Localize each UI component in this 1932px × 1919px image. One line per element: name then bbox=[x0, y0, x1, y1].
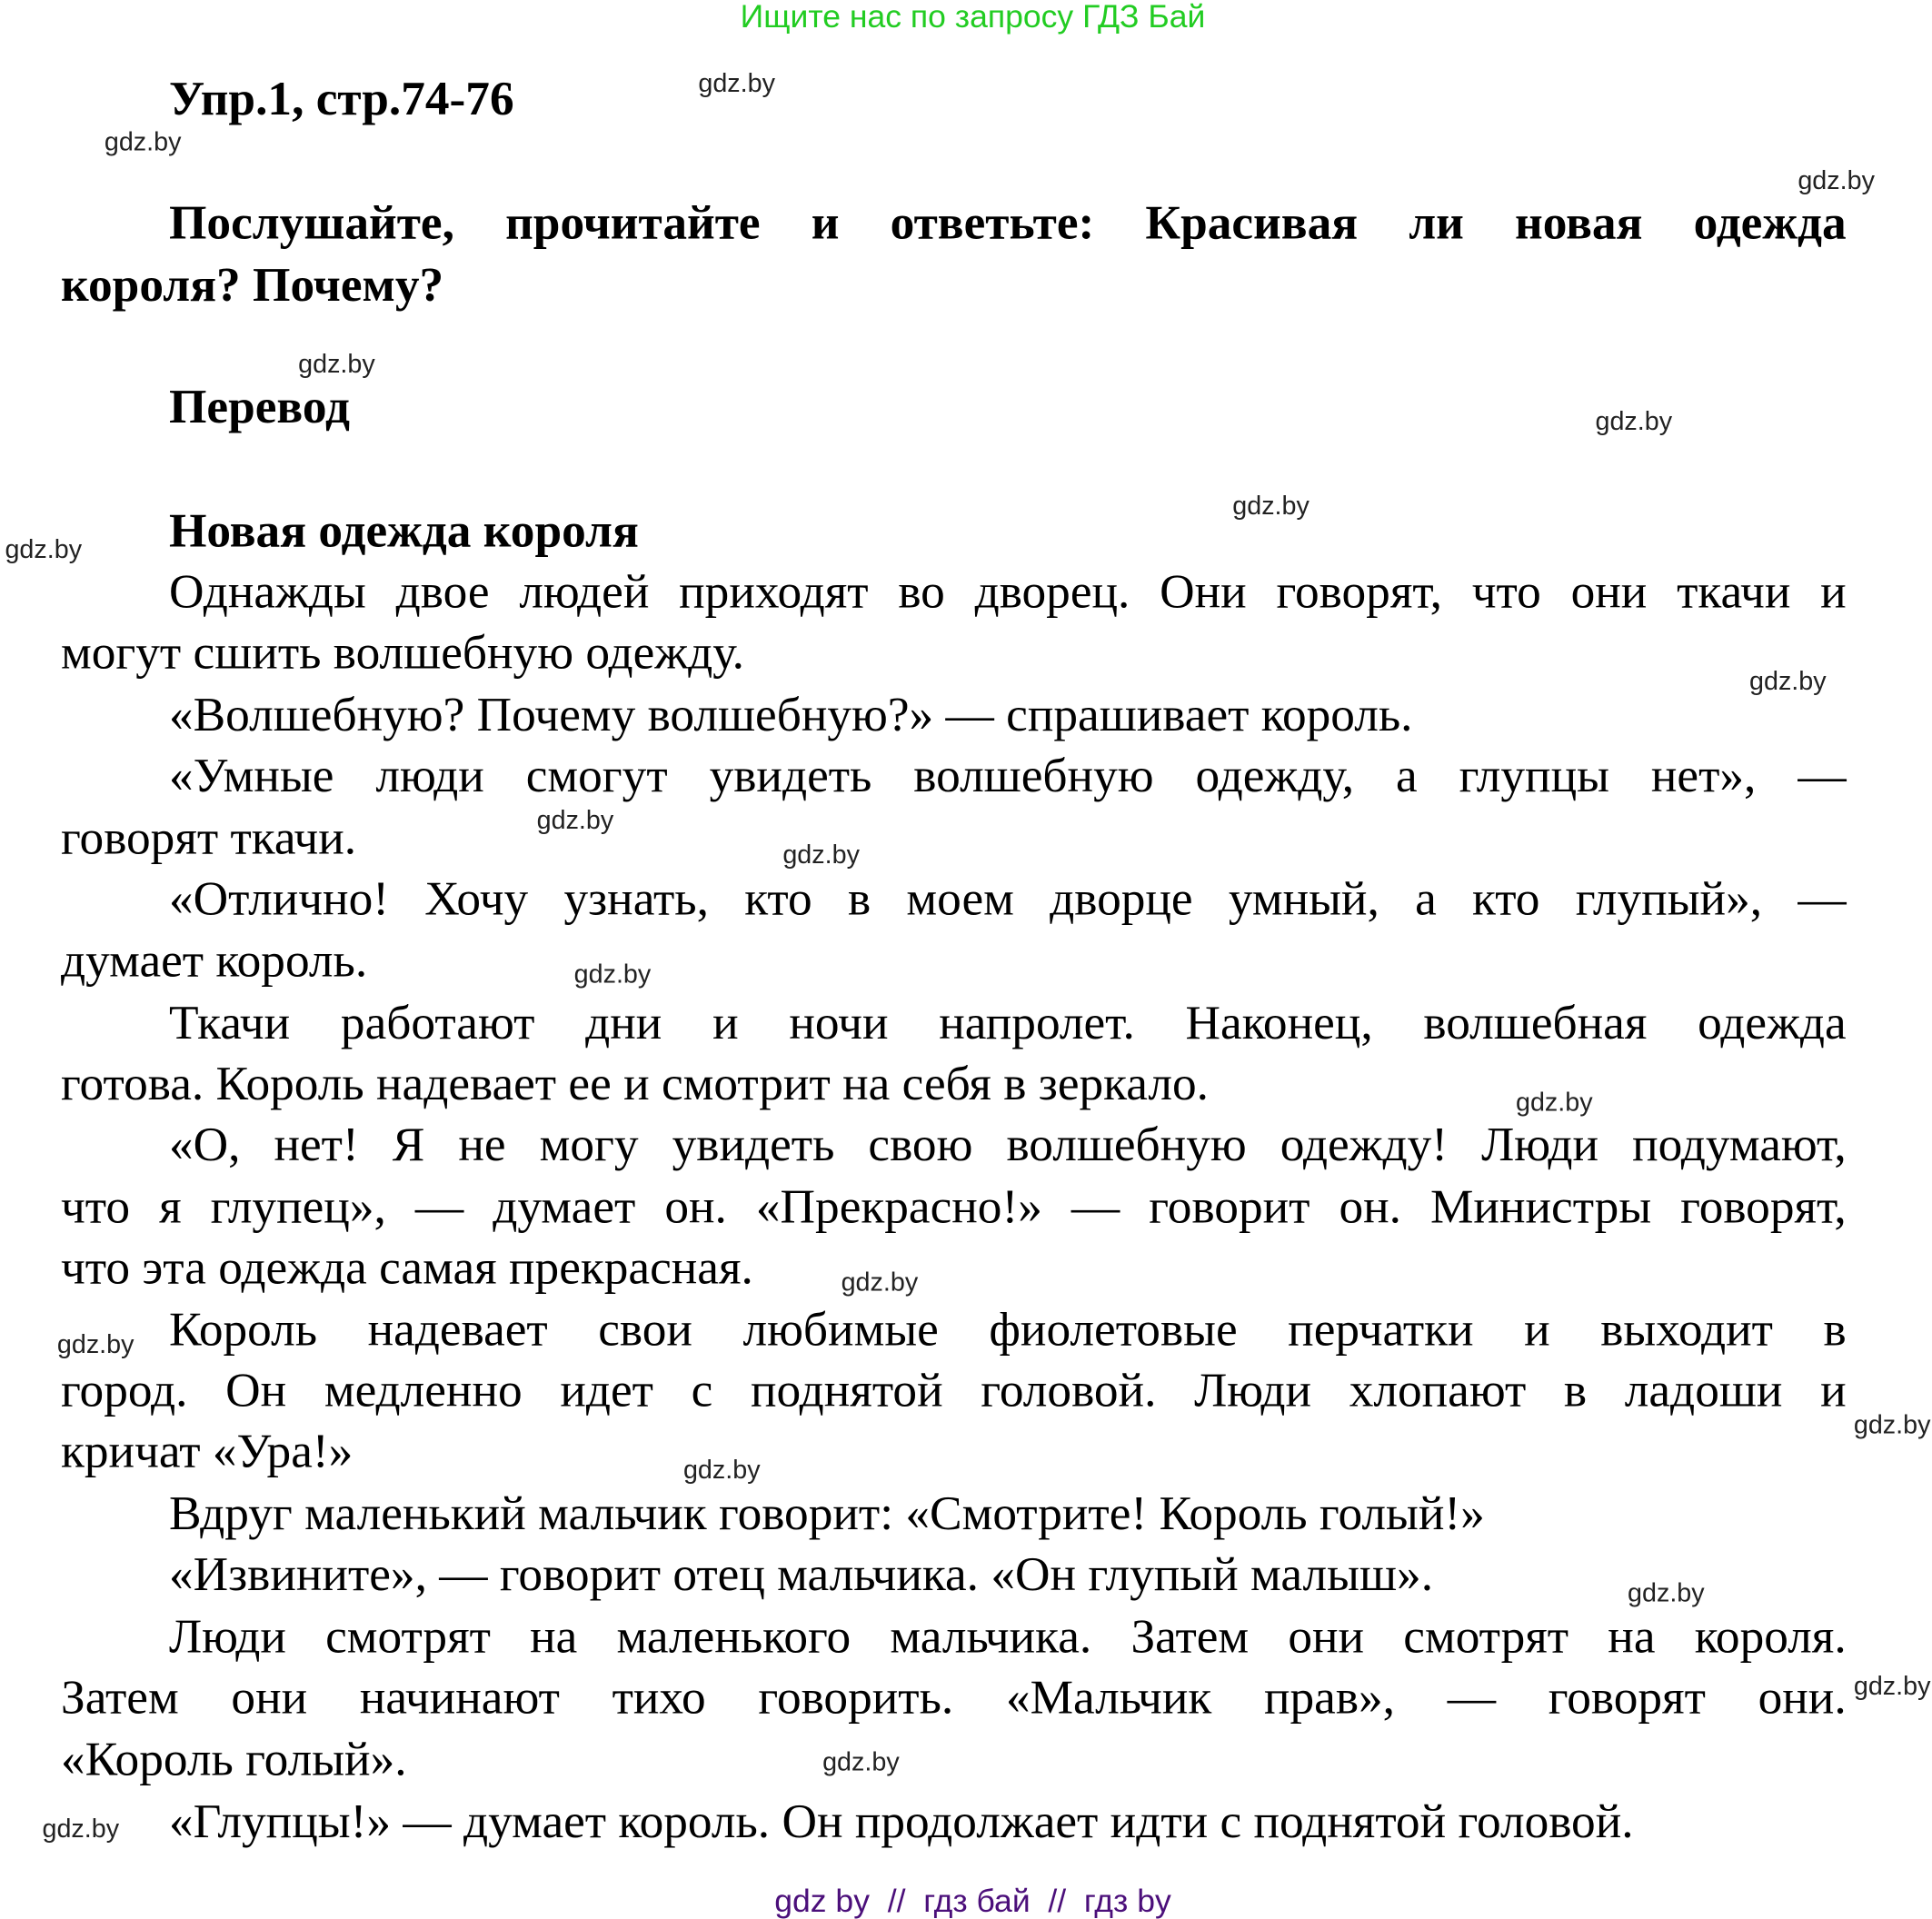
watermark: gdz.by bbox=[1515, 1088, 1593, 1118]
watermark: gdz.by bbox=[536, 806, 614, 835]
watermark: gdz.by bbox=[298, 350, 375, 379]
text-line: думает король. bbox=[60, 934, 368, 988]
text-line: готова. Король надевает ее и смотрит на себя в зеркало. bbox=[60, 1057, 1210, 1111]
text-line: Люди смотрят на маленького мальчика. Затем они смотрят на короля. bbox=[168, 1609, 1847, 1664]
watermark: gdz.by bbox=[104, 127, 182, 157]
task-heading: короля? Почему? bbox=[60, 258, 444, 313]
text-line: «Глупцы!» — думает король. Он продолжает идти с поднятой головой. bbox=[168, 1795, 1634, 1849]
footer-banner[interactable]: gdz by // гдз бай // гдз by bbox=[774, 1882, 1171, 1919]
watermark: gdz.by bbox=[782, 840, 860, 870]
text-line: Ткачи работают дни и ночи напролет. Наконец, волшебная одежда bbox=[168, 996, 1847, 1050]
section-heading: Перевод bbox=[168, 380, 350, 434]
text-line: могут сшить волшебную одежду. bbox=[60, 626, 744, 680]
text-line: «Извините», — говорит отец мальчика. «Он глупый малыш». bbox=[168, 1547, 1434, 1602]
text-line: «О, нет! Я не могу увидеть свою волшебную одежду! Люди подумают, bbox=[168, 1118, 1847, 1172]
watermark: gdz.by bbox=[682, 1456, 761, 1485]
watermark: gdz.by bbox=[822, 1747, 900, 1777]
text-line: «Умные люди смогут увидеть волшебную одежду, а глупцы нет», — bbox=[168, 749, 1847, 803]
text-line: Затем они начинают тихо говорить. «Мальчик прав», — говорят они. bbox=[60, 1670, 1847, 1725]
text-line: Король надевает свои любимые фиолетовые перчатки и выходит в bbox=[168, 1303, 1847, 1357]
story-title: Новая одежда короля bbox=[168, 504, 639, 558]
text-line: что я глупец», — думает он. «Прекрасно!» — говорит он. Министры говорят, bbox=[60, 1179, 1847, 1234]
watermark: gdz.by bbox=[1595, 407, 1673, 436]
exercise-title: Упр.1, стр.74-76 bbox=[168, 72, 514, 126]
text-line: «Волшебную? Почему волшебную?» — спрашивает король. bbox=[168, 688, 1413, 742]
watermark: gdz.by bbox=[573, 960, 652, 989]
watermark: gdz.by bbox=[698, 69, 775, 99]
header-banner[interactable]: Ищите нас по запросу ГДЗ Бай bbox=[740, 0, 1206, 35]
watermark: gdz.by bbox=[1232, 492, 1310, 521]
watermark: gdz.by bbox=[1798, 166, 1875, 195]
watermark: gdz.by bbox=[1853, 1672, 1931, 1701]
text-line: говорят ткачи. bbox=[60, 810, 357, 865]
text-line: кричат «Ура!» bbox=[60, 1425, 354, 1478]
watermark: gdz.by bbox=[1749, 667, 1827, 696]
text-line: Вдруг маленький мальчик говорит: «Смотрите! Король голый!» bbox=[168, 1486, 1485, 1541]
task-heading: Послушайте, прочитайте и ответьте: Красивая ли новая одежда bbox=[168, 196, 1847, 250]
text-line: Однажды двое людей приходят во дворец. Они говорят, что они ткачи и bbox=[168, 565, 1847, 619]
watermark: gdz.by bbox=[1628, 1578, 1705, 1608]
text-line: что эта одежда самая прекрасная. bbox=[60, 1240, 753, 1295]
text-line: «Отлично! Хочу узнать, кто в моем дворце умный, а кто глупый», — bbox=[168, 871, 1847, 926]
watermark: gdz.by bbox=[56, 1330, 134, 1359]
watermark: gdz.by bbox=[5, 535, 83, 564]
text-line: город. Он медленно идет с поднятой головой. Люди хлопают в ладоши и bbox=[60, 1364, 1847, 1417]
watermark: gdz.by bbox=[1853, 1411, 1931, 1440]
watermark: gdz.by bbox=[42, 1815, 120, 1844]
text-line: «Король голый». bbox=[60, 1733, 407, 1787]
watermark: gdz.by bbox=[841, 1268, 919, 1298]
